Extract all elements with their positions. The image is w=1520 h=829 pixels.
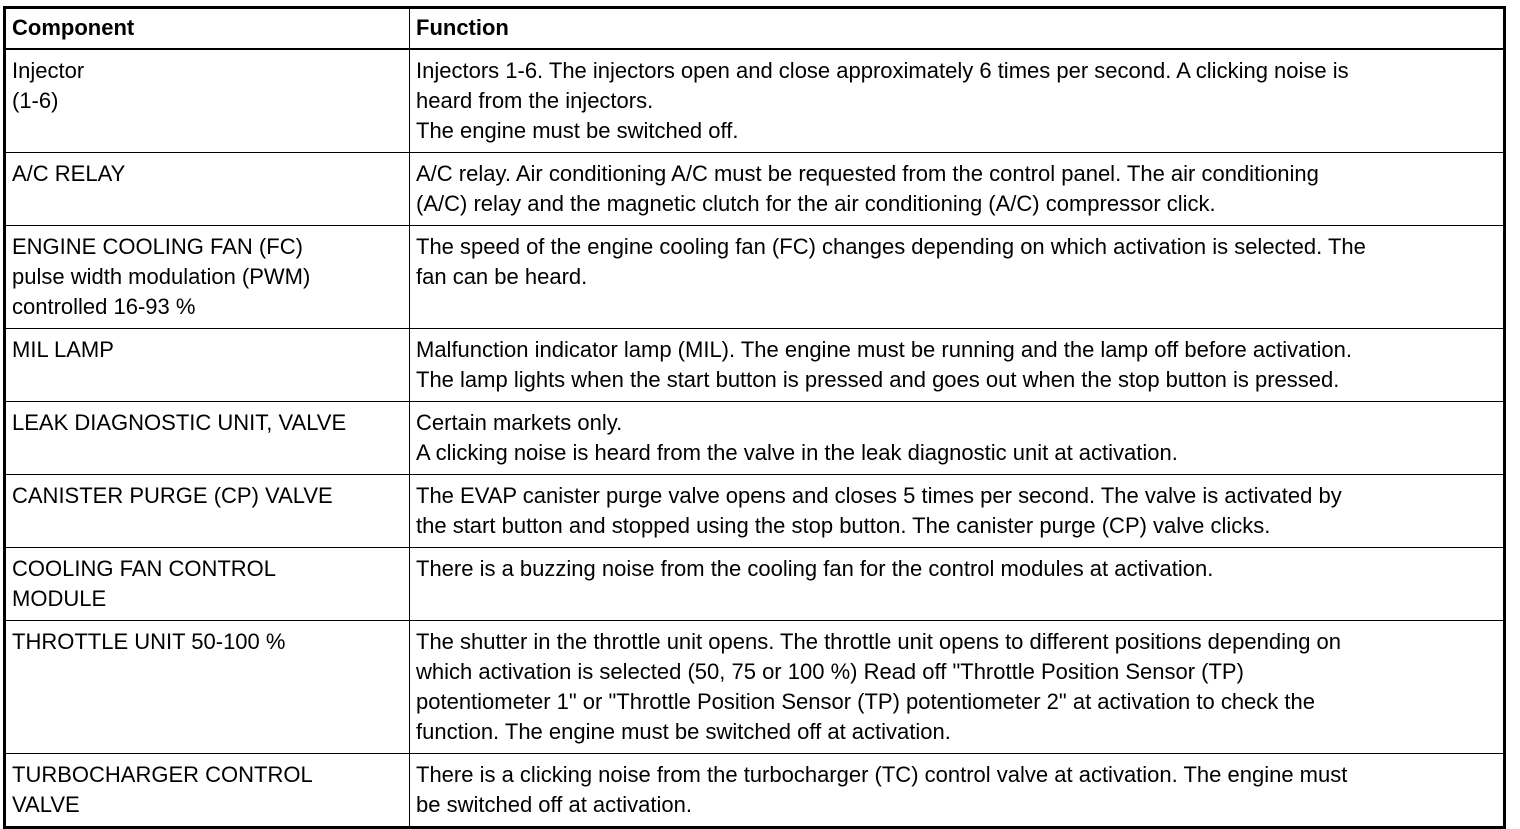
function-cell: Certain markets only. A clicking noise is heard from the valve in the leak diagnostic unit at activation.	[410, 402, 1505, 475]
component-cell: LEAK DIAGNOSTIC UNIT, VALVE	[5, 402, 410, 475]
table-row	[5, 226, 1505, 329]
column-header-function: Function	[410, 8, 1505, 50]
table-row	[5, 475, 1505, 548]
table-header-row	[5, 8, 1505, 50]
function-cell: The shutter in the throttle unit opens. The throttle unit opens to different positions depending on which activation is selected (50, 75 or 100 %) Read off "Throttle Position Sensor (TP) potentiometer 1" or "Throttle Position Sensor (TP) potentiometer 2" at activation to check the function. The engine must be switched off at activation.	[410, 621, 1505, 754]
table-row	[5, 49, 1505, 153]
function-cell: There is a buzzing noise from the cooling fan for the control modules at activation.	[410, 548, 1505, 621]
component-cell: A/C RELAY	[5, 153, 410, 226]
component-function-table	[3, 6, 1506, 829]
function-cell: There is a clicking noise from the turbocharger (TC) control valve at activation. The engine must be switched off at activation.	[410, 754, 1505, 828]
function-cell: The EVAP canister purge valve opens and closes 5 times per second. The valve is activated by the start button and stopped using the stop button. The canister purge (CP) valve clicks.	[410, 475, 1505, 548]
function-cell: Malfunction indicator lamp (MIL). The engine must be running and the lamp off before activation. The lamp lights when the start button is pressed and goes out when the stop button is pressed.	[410, 329, 1505, 402]
component-cell: ENGINE COOLING FAN (FC) pulse width modulation (PWM) controlled 16-93 %	[5, 226, 410, 329]
component-cell: MIL LAMP	[5, 329, 410, 402]
table-row	[5, 621, 1505, 754]
table-row	[5, 548, 1505, 621]
table-row	[5, 754, 1505, 828]
table-row	[5, 153, 1505, 226]
table-row	[5, 402, 1505, 475]
column-header-component: Component	[5, 8, 410, 50]
component-cell: THROTTLE UNIT 50-100 %	[5, 621, 410, 754]
component-cell: CANISTER PURGE (CP) VALVE	[5, 475, 410, 548]
function-cell: The speed of the engine cooling fan (FC) changes depending on which activation is selected. The fan can be heard.	[410, 226, 1505, 329]
function-cell: A/C relay. Air conditioning A/C must be requested from the control panel. The air conditioning (A/C) relay and the magnetic clutch for the air conditioning (A/C) compressor click.	[410, 153, 1505, 226]
component-cell: TURBOCHARGER CONTROL VALVE	[5, 754, 410, 828]
function-cell: Injectors 1-6. The injectors open and close approximately 6 times per second. A clicking noise is heard from the injectors. The engine must be switched off.	[410, 49, 1505, 153]
component-cell: COOLING FAN CONTROL MODULE	[5, 548, 410, 621]
component-cell: Injector (1-6)	[5, 49, 410, 153]
table-row	[5, 329, 1505, 402]
